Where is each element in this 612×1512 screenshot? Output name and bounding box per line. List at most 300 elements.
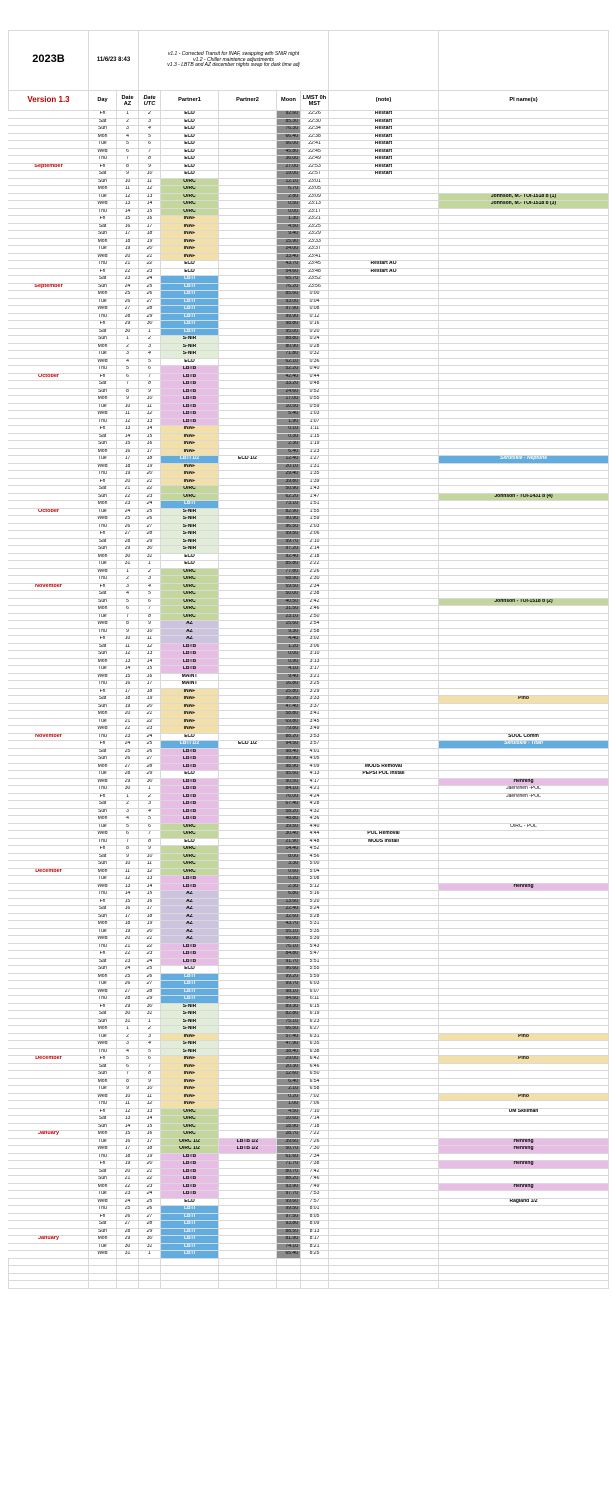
empty-cell bbox=[329, 1266, 439, 1274]
schedule-row bbox=[9, 1026, 609, 1034]
note-cell bbox=[329, 973, 439, 981]
lmst-cell: 7:14 bbox=[301, 1116, 329, 1124]
pi-cell bbox=[439, 1078, 609, 1086]
schedule-row bbox=[9, 463, 609, 471]
partner2-cell bbox=[219, 786, 277, 794]
partner2-cell bbox=[219, 508, 277, 516]
date-az-cell: 11 bbox=[117, 1101, 139, 1109]
day-cell: Fri bbox=[89, 1213, 117, 1221]
partner1-cell: O/RC bbox=[161, 493, 219, 501]
pi-cell bbox=[439, 403, 609, 411]
pi-cell bbox=[439, 628, 609, 636]
month-cell bbox=[9, 486, 89, 494]
partner2-cell bbox=[219, 1011, 277, 1019]
partner2-cell bbox=[219, 1026, 277, 1034]
day-cell: Tue bbox=[89, 928, 117, 936]
lmst-cell: 6:03 bbox=[301, 981, 329, 989]
day-cell: Wed bbox=[89, 253, 117, 261]
partner2-cell bbox=[219, 861, 277, 869]
month-cell bbox=[9, 1078, 89, 1086]
schedule-row bbox=[9, 1183, 609, 1191]
schedule-row bbox=[9, 906, 609, 914]
month-cell bbox=[9, 291, 89, 299]
lmst-cell: 4:17 bbox=[301, 778, 329, 786]
partner1-cell: ECD bbox=[161, 148, 219, 156]
schedule-row bbox=[9, 1018, 609, 1026]
pi-cell bbox=[439, 1116, 609, 1124]
schedule-row bbox=[9, 1003, 609, 1011]
schedule-row bbox=[9, 538, 609, 546]
month-cell bbox=[9, 253, 89, 261]
lmst-cell: 0:59 bbox=[301, 403, 329, 411]
note-cell bbox=[329, 1063, 439, 1071]
month-cell bbox=[9, 778, 89, 786]
moon-cell: 90.50 bbox=[277, 778, 301, 786]
pi-cell: Henning bbox=[439, 1161, 609, 1169]
date-az-cell: 16 bbox=[117, 1138, 139, 1146]
note-cell: Restart bbox=[329, 133, 439, 141]
pi-cell bbox=[439, 1003, 609, 1011]
date-utc-cell: 4 bbox=[139, 583, 161, 591]
day-cell: Tue bbox=[89, 508, 117, 516]
partner1-cell: S-NIR bbox=[161, 343, 219, 351]
lmst-cell: 0:52 bbox=[301, 388, 329, 396]
pi-cell bbox=[439, 583, 609, 591]
pi-cell: Jaervinen -POL bbox=[439, 793, 609, 801]
pi-cell: Henning bbox=[439, 778, 609, 786]
partner1-cell: AZ bbox=[161, 636, 219, 644]
day-cell: Wed bbox=[89, 568, 117, 576]
partner1-cell: S-NIR bbox=[161, 516, 219, 524]
moon-cell: 88.20 bbox=[277, 733, 301, 741]
schedule-row bbox=[9, 471, 609, 479]
partner2-cell bbox=[219, 111, 277, 119]
empty-cell bbox=[329, 1258, 439, 1266]
day-cell: Thu bbox=[89, 156, 117, 164]
month-cell bbox=[9, 478, 89, 486]
month-cell bbox=[9, 696, 89, 704]
lmst-cell: 6:11 bbox=[301, 996, 329, 1004]
partner1-cell: O/RC bbox=[161, 1108, 219, 1116]
note-cell bbox=[329, 1078, 439, 1086]
lmst-cell: 0:08 bbox=[301, 306, 329, 314]
note-cell bbox=[329, 868, 439, 876]
date-az-cell: 9 bbox=[117, 396, 139, 404]
date-az-cell: 3 bbox=[117, 808, 139, 816]
note-cell bbox=[329, 223, 439, 231]
date-utc-cell: 15 bbox=[139, 433, 161, 441]
note-cell bbox=[329, 561, 439, 569]
day-cell: Sat bbox=[89, 696, 117, 704]
lmst-cell: 2:58 bbox=[301, 628, 329, 636]
partner1-cell: INAF bbox=[161, 718, 219, 726]
schedule-row bbox=[9, 441, 609, 449]
date-az-cell: 6 bbox=[117, 1063, 139, 1071]
date-az-cell: 1 bbox=[117, 793, 139, 801]
schedule-row bbox=[9, 298, 609, 306]
pi-cell: Pino bbox=[439, 696, 609, 704]
month-cell bbox=[9, 943, 89, 951]
month-cell bbox=[9, 223, 89, 231]
date-az-cell: 25 bbox=[117, 748, 139, 756]
moon-cell: 65.40 bbox=[277, 1251, 301, 1259]
pi-cell bbox=[439, 1101, 609, 1109]
day-cell: Sun bbox=[89, 756, 117, 764]
schedule-row bbox=[9, 1243, 609, 1251]
month-cell bbox=[9, 936, 89, 944]
partner2-cell bbox=[219, 396, 277, 404]
partner2-cell bbox=[219, 1176, 277, 1184]
date-utc-cell: 7 bbox=[139, 831, 161, 839]
moon-cell: 94.50 bbox=[277, 741, 301, 749]
date-utc-cell: 28 bbox=[139, 306, 161, 314]
lmst-cell: 1:51 bbox=[301, 501, 329, 509]
lmst-cell: 7:57 bbox=[301, 1198, 329, 1206]
lmst-cell: 1:43 bbox=[301, 486, 329, 494]
lmst-cell: 4:32 bbox=[301, 808, 329, 816]
day-cell: Thu bbox=[89, 261, 117, 269]
date-utc-cell: 9 bbox=[139, 388, 161, 396]
date-utc-cell: 20 bbox=[139, 1161, 161, 1169]
note-cell bbox=[329, 291, 439, 299]
partner1-cell: INAF bbox=[161, 1063, 219, 1071]
partner2-cell bbox=[219, 216, 277, 224]
lmst-cell: 3:21 bbox=[301, 673, 329, 681]
pi-cell bbox=[439, 336, 609, 344]
partner2-cell bbox=[219, 448, 277, 456]
date-az-cell: 23 bbox=[117, 276, 139, 284]
partner2-cell bbox=[219, 771, 277, 779]
moon-cell: 94.50 bbox=[277, 996, 301, 1004]
lmst-cell: 3:17 bbox=[301, 666, 329, 674]
partner2-cell bbox=[219, 718, 277, 726]
note-cell bbox=[329, 1228, 439, 1236]
pi-cell bbox=[439, 1011, 609, 1019]
date-utc-cell: 3 bbox=[139, 118, 161, 126]
date-az-cell: 8 bbox=[117, 163, 139, 171]
partner2-cell bbox=[219, 711, 277, 719]
moon-cell: 52.20 bbox=[277, 366, 301, 374]
month-cell bbox=[9, 891, 89, 899]
note-cell bbox=[329, 756, 439, 764]
lmst-cell: 3:57 bbox=[301, 741, 329, 749]
lmst-cell: 4:44 bbox=[301, 831, 329, 839]
pi-cell bbox=[439, 921, 609, 929]
date-az-cell: 30 bbox=[117, 1011, 139, 1019]
pi-cell bbox=[439, 478, 609, 486]
date-utc-cell: 31 bbox=[139, 1011, 161, 1019]
schedule-row bbox=[9, 861, 609, 869]
moon-cell: 66.00 bbox=[277, 936, 301, 944]
note-cell bbox=[329, 936, 439, 944]
moon-cell: 99.60 bbox=[277, 1198, 301, 1206]
schedule-row bbox=[9, 561, 609, 569]
month-cell bbox=[9, 1018, 89, 1026]
note-cell bbox=[329, 688, 439, 696]
lmst-cell: 6:35 bbox=[301, 1041, 329, 1049]
moon-cell: 84.10 bbox=[277, 786, 301, 794]
lmst-cell: 4:05 bbox=[301, 756, 329, 764]
moon-cell: 18.90 bbox=[277, 1123, 301, 1131]
date-az-cell: 10 bbox=[117, 178, 139, 186]
note-cell: Restart bbox=[329, 111, 439, 119]
pi-cell bbox=[439, 351, 609, 359]
moon-cell: 0.00 bbox=[277, 651, 301, 659]
date-utc-cell: 30 bbox=[139, 1003, 161, 1011]
lmst-cell: 2:38 bbox=[301, 591, 329, 599]
month-cell bbox=[9, 133, 89, 141]
date-utc-cell: 30 bbox=[139, 778, 161, 786]
moon-cell: 90.90 bbox=[277, 516, 301, 524]
schedule-row bbox=[9, 1176, 609, 1184]
month-cell bbox=[9, 793, 89, 801]
lmst-cell: 4:36 bbox=[301, 816, 329, 824]
day-cell: Sat bbox=[89, 276, 117, 284]
pi-cell bbox=[439, 981, 609, 989]
partner1-cell: LBTI bbox=[161, 1206, 219, 1214]
partner1-cell: ECD bbox=[161, 553, 219, 561]
partner2-cell bbox=[219, 1191, 277, 1199]
partner2-cell bbox=[219, 1086, 277, 1094]
pi-cell: Pino bbox=[439, 1056, 609, 1064]
day-cell: Wed bbox=[89, 411, 117, 419]
empty-cell bbox=[9, 1266, 89, 1274]
partner1-cell: O/RC bbox=[161, 568, 219, 576]
month-label: September bbox=[9, 283, 89, 291]
date-az-cell: 1 bbox=[117, 1026, 139, 1034]
version-note: v1.2 - Chiller maintence adjustments bbox=[193, 56, 274, 63]
day-cell: Sun bbox=[89, 1228, 117, 1236]
pi-cell bbox=[439, 366, 609, 374]
lmst-cell: 3:45 bbox=[301, 718, 329, 726]
lmst-cell: 2:03 bbox=[301, 523, 329, 531]
note-cell bbox=[329, 981, 439, 989]
date-az-cell: 30 bbox=[117, 1243, 139, 1251]
month-cell bbox=[9, 771, 89, 779]
partner1-cell: O/RC bbox=[161, 576, 219, 584]
partner2-cell bbox=[219, 441, 277, 449]
date-utc-cell: 10 bbox=[139, 171, 161, 179]
month-cell bbox=[9, 748, 89, 756]
moon-cell: 21.90 bbox=[277, 838, 301, 846]
pi-cell bbox=[439, 1221, 609, 1229]
month-cell bbox=[9, 208, 89, 216]
moon-cell: 6.40 bbox=[277, 1078, 301, 1086]
partner1-cell: LBTI bbox=[161, 1221, 219, 1229]
day-cell: Sun bbox=[89, 178, 117, 186]
partner2-cell bbox=[219, 1221, 277, 1229]
partner1-cell: LBTB bbox=[161, 876, 219, 884]
lmst-cell: 23:33 bbox=[301, 238, 329, 246]
schedule-row bbox=[9, 1108, 609, 1116]
pi-cell: Ragland 1/2 bbox=[439, 1198, 609, 1206]
moon-cell: 68.90 bbox=[277, 576, 301, 584]
moon-cell: 99.70 bbox=[277, 538, 301, 546]
pi-cell bbox=[439, 328, 609, 336]
partner2-cell bbox=[219, 343, 277, 351]
month-cell bbox=[9, 493, 89, 501]
moon-cell: 0.10 bbox=[277, 426, 301, 434]
pi-cell bbox=[439, 471, 609, 479]
month-cell bbox=[9, 823, 89, 831]
month-cell bbox=[9, 328, 89, 336]
day-cell: Sat bbox=[89, 381, 117, 389]
moon-cell: 20.30 bbox=[277, 1063, 301, 1071]
date-az-cell: 19 bbox=[117, 928, 139, 936]
lmst-cell: 0:48 bbox=[301, 381, 329, 389]
partner1-cell: INAF bbox=[161, 1071, 219, 1079]
schedule-row bbox=[9, 396, 609, 404]
month-cell bbox=[9, 711, 89, 719]
note-cell: MODS Removal bbox=[329, 763, 439, 771]
schedule-row bbox=[9, 576, 609, 584]
partner1-cell: INAF bbox=[161, 696, 219, 704]
schedule-row bbox=[9, 883, 609, 891]
date-az-cell: 22 bbox=[117, 493, 139, 501]
date-az-cell: 27 bbox=[117, 306, 139, 314]
partner2-cell: LBTB 1/2 bbox=[219, 1146, 277, 1154]
note-cell bbox=[329, 928, 439, 936]
month-cell bbox=[9, 651, 89, 659]
month-cell bbox=[9, 988, 89, 996]
day-cell: Fri bbox=[89, 111, 117, 119]
partner1-cell: ECD bbox=[161, 733, 219, 741]
month-cell bbox=[9, 1011, 89, 1019]
schedule-row bbox=[9, 126, 609, 134]
schedule-row bbox=[9, 343, 609, 351]
schedule-row bbox=[9, 591, 609, 599]
date-az-cell: 16 bbox=[117, 223, 139, 231]
empty-cell bbox=[161, 1258, 219, 1266]
note-cell: MODS Install bbox=[329, 838, 439, 846]
date-utc-cell: 28 bbox=[139, 988, 161, 996]
pi-cell bbox=[439, 853, 609, 861]
date-utc-cell: 8 bbox=[139, 1071, 161, 1079]
moon-cell: 24.00 bbox=[277, 246, 301, 254]
schedule-row bbox=[9, 1123, 609, 1131]
month-label: October bbox=[9, 373, 89, 381]
schedule-row bbox=[9, 1251, 609, 1259]
partner1-cell: S-NIR bbox=[161, 351, 219, 359]
partner1-cell: S-NIR bbox=[161, 1026, 219, 1034]
day-cell: Sat bbox=[89, 1221, 117, 1229]
date-az-cell: 9 bbox=[117, 1086, 139, 1094]
pi-cell bbox=[439, 613, 609, 621]
day-cell: Sat bbox=[89, 643, 117, 651]
note-cell bbox=[329, 988, 439, 996]
month-cell bbox=[9, 118, 89, 126]
version-note: v1.3 - LBTB and AZ december nights swap for dark time adj bbox=[167, 62, 300, 69]
moon-cell: 71.70 bbox=[277, 1161, 301, 1169]
pi-cell: Skrutskie - Neptune bbox=[439, 456, 609, 464]
moon-cell: 39.80 bbox=[277, 478, 301, 486]
moon-cell: 12.40 bbox=[277, 456, 301, 464]
date-az-cell: 12 bbox=[117, 418, 139, 426]
note-cell bbox=[329, 996, 439, 1004]
day-cell: Mon bbox=[89, 1236, 117, 1244]
month-cell bbox=[9, 418, 89, 426]
month-cell bbox=[9, 808, 89, 816]
month-cell bbox=[9, 433, 89, 441]
schedule-row bbox=[9, 733, 609, 741]
partner2-cell bbox=[219, 538, 277, 546]
month-cell bbox=[9, 463, 89, 471]
pi-cell bbox=[439, 1071, 609, 1079]
schedule-row bbox=[9, 508, 609, 516]
note-cell bbox=[329, 1101, 439, 1109]
date-az-cell: 29 bbox=[117, 1003, 139, 1011]
day-cell: Wed bbox=[89, 1198, 117, 1206]
month-cell bbox=[9, 1093, 89, 1101]
date-utc-cell: 26 bbox=[139, 1206, 161, 1214]
moon-cell: 0.20 bbox=[277, 876, 301, 884]
partner2-cell bbox=[219, 1213, 277, 1221]
schedule-row bbox=[9, 793, 609, 801]
pi-cell bbox=[439, 1018, 609, 1026]
date-utc-cell: 2 bbox=[139, 336, 161, 344]
month-cell bbox=[9, 1086, 89, 1094]
partner1-cell: LBTB bbox=[161, 778, 219, 786]
schedule-row bbox=[9, 1048, 609, 1056]
day-cell: Sun bbox=[89, 441, 117, 449]
moon-cell: 0.90 bbox=[277, 658, 301, 666]
partner1-cell: LBTB bbox=[161, 816, 219, 824]
lmst-cell: 0:32 bbox=[301, 351, 329, 359]
note-cell bbox=[329, 216, 439, 224]
partner2-cell bbox=[219, 763, 277, 771]
month-cell bbox=[9, 321, 89, 329]
schedule-row bbox=[9, 681, 609, 689]
pi-cell bbox=[439, 838, 609, 846]
day-cell: Sat bbox=[89, 538, 117, 546]
empty-cell bbox=[219, 1281, 277, 1289]
schedule-row bbox=[9, 1228, 609, 1236]
month-cell bbox=[9, 171, 89, 179]
date-utc-cell: 9 bbox=[139, 621, 161, 629]
lmst-cell: 23:41 bbox=[301, 253, 329, 261]
note-cell bbox=[329, 876, 439, 884]
partner1-cell: MAINT bbox=[161, 673, 219, 681]
moon-cell: 62.10 bbox=[277, 358, 301, 366]
date-az-cell: 9 bbox=[117, 853, 139, 861]
date-utc-cell: 12 bbox=[139, 186, 161, 194]
lmst-cell: 4:28 bbox=[301, 801, 329, 809]
schedule-row bbox=[9, 553, 609, 561]
partner2-cell bbox=[219, 651, 277, 659]
note-cell bbox=[329, 208, 439, 216]
partner2-cell bbox=[219, 853, 277, 861]
day-cell: Wed bbox=[89, 673, 117, 681]
note-cell bbox=[329, 538, 439, 546]
date-utc-cell: 1 bbox=[139, 1251, 161, 1259]
partner1-cell: O/RC bbox=[161, 823, 219, 831]
date-utc-cell: 5 bbox=[139, 133, 161, 141]
lmst-cell: 6:58 bbox=[301, 1086, 329, 1094]
pi-cell bbox=[439, 928, 609, 936]
moon-cell: 92.40 bbox=[277, 553, 301, 561]
partner1-cell: ECD bbox=[161, 838, 219, 846]
note-cell bbox=[329, 1183, 439, 1191]
moon-cell: 98.40 bbox=[277, 748, 301, 756]
schedule-row bbox=[9, 763, 609, 771]
date-az-cell: 21 bbox=[117, 261, 139, 269]
schedule-row bbox=[9, 583, 609, 591]
note-cell bbox=[329, 531, 439, 539]
pi-cell bbox=[439, 568, 609, 576]
day-cell: Fri bbox=[89, 741, 117, 749]
note-cell bbox=[329, 943, 439, 951]
day-cell: Sun bbox=[89, 231, 117, 239]
